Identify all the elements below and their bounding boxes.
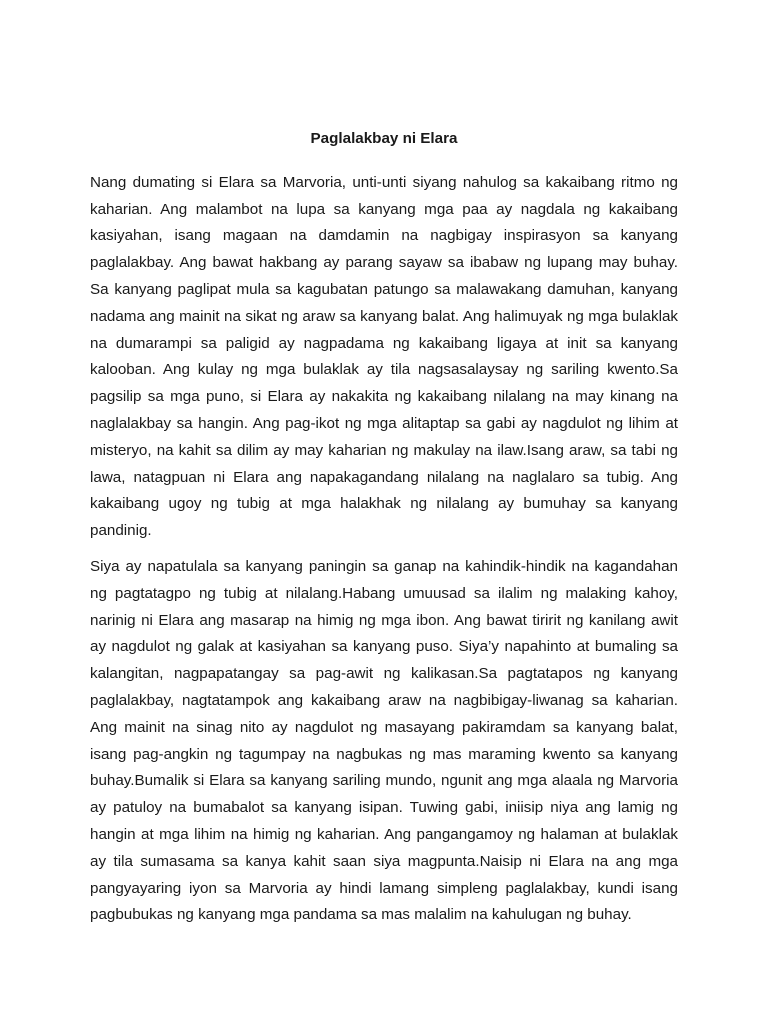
document-body <box>90 126 678 938</box>
paragraph-2: Siya ay napatulala sa kanyang paningin sa ganap na kahindik-hindik na kagandahan ng pagtatagpo ng tubig at nilalang.Habang umuusad sa ilalim ng malaking kahoy, narinig ni Elara ang masarap na himig ng mga ibon. Ang bawat tiririt ng kanilang awit ay nagdulot ng galak at kasiyahan sa kanyang puso. Siya’y napahinto at bumaling sa kalangitan, nagpapatangay sa pag-awit ng kalikasan.Sa pagtatapos ng kanyang paglalakbay, nagtatampok ang kakaibang araw na nagbibigay-liwanag sa kaharian. Ang mainit na sinag nito ay nagdulot ng masayang pakiramdam sa kanyang balat, isang pag-angkin ng tagumpay na nagbukas ng mas maraming kwento sa kanyang buhay.Bumalik si Elara sa kanyang sariling mundo, ngunit ang mga alaala ng Marvoria ay patuloy na bumabalot sa kanyang isipan. Tuwing gabi, iniisip niya ang lamig ng hangin at mga lihim na himig ng kaharian. Ang pangangamoy ng halaman at bulaklak ay tila sumasama sa kanya kahit saan siya magpunta.Naisip ni Elara na ang mga pangyayaring iyon sa Marvoria ay hindi lamang simpleng paglalakbay, kundi isang pagbubukas ng kanyang mga pandama sa mas malalim na kahulugan ng buhay. <box>90 557 678 924</box>
document-title: Paglalakbay ni Elara <box>310 130 458 147</box>
paragraph-1: Nang dumating si Elara sa Marvoria, unti-unti siyang nahulog sa kakaibang ritmo ng kaharian. Ang malambot na lupa sa kanyang mga paa ay nagdala ng kakaibang kasiyahan, isang magaan na damdamin na nagbigay inspirasyon sa kanyang paglalakbay. Ang bawat hakbang ay parang sayaw sa ibabaw ng lupang may buhay. Sa kanyang paglipat mula sa kagubatan patungo sa malawakang damuhan, kanyang nadama ang mainit na sikat ng araw sa kanyang balat. Ang halimuyak ng mga bulaklak na dumarampi sa paligid ay nagpadama ng kakaibang ligaya at init sa kanyang kalooban. Ang kulay ng mga bulaklak ay tila nagsasalaysay ng sariling kwento.Sa pagsilip sa mga puno, si Elara ay nakakita ng kakaibang nilalang na may kinang na naglalakbay sa hangin. Ang pag-ikot ng mga alitaptap sa gabi ay nagdulot ng lihim at misteryo, na kahit sa dilim ay may kaharian ng makulay na ilaw.Isang araw, sa tabi ng lawa, natagpuan ni Elara ang napakagandang nilalang na naglalaro sa tubig. Ang kakaibang ugoy ng tubig at mga halakhak ng nilalang ay bumuhay sa kanyang pandinig. <box>90 173 678 540</box>
